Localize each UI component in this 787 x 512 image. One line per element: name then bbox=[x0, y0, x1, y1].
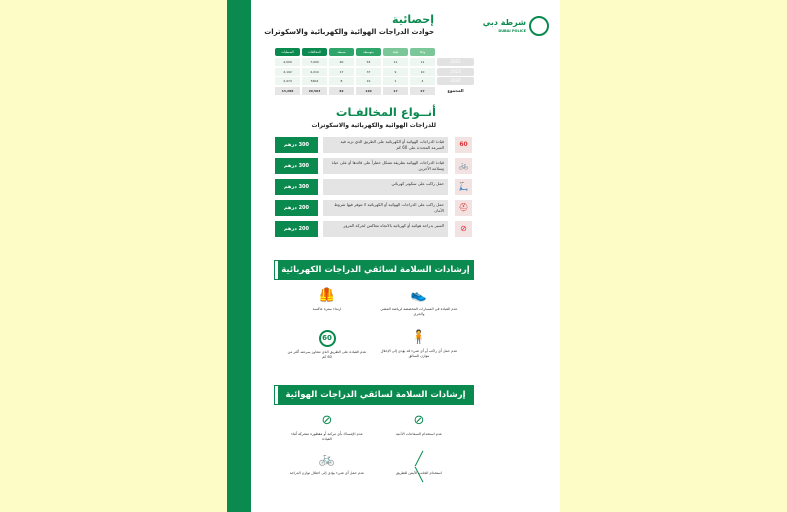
table-cell: 4 bbox=[410, 77, 435, 85]
speed-60-icon: 60 bbox=[319, 330, 336, 347]
walking-path-icon: 👟 bbox=[410, 288, 428, 303]
table-cell: 37 bbox=[356, 68, 381, 76]
no-holding-icon: ⊘ bbox=[321, 413, 333, 428]
green-stripe bbox=[227, 0, 251, 512]
speed-60-icon: 60 bbox=[455, 137, 472, 153]
poster bbox=[227, 0, 560, 512]
fine-amount: 300 درهم bbox=[275, 137, 318, 153]
logo-arabic: شرطة دبي bbox=[482, 18, 526, 27]
safety-tip bbox=[379, 452, 459, 483]
table-cell: 29,563 bbox=[302, 87, 327, 95]
right-lane-icon: ╱ ╲ bbox=[415, 452, 423, 483]
table-cell: 63 bbox=[356, 58, 381, 66]
fine-amount: 300 درهم bbox=[275, 179, 318, 195]
bicycle-safety-header: إرشادات السلامة لسائقي الدراجات الهوائية bbox=[275, 386, 473, 404]
electric-safety-header: إرشادات السلامة لسائقي الدراجات الكهربائية bbox=[275, 261, 473, 279]
table-header-cell: متوسطة bbox=[356, 48, 381, 56]
safety-tip-text: عدم حمل أي شيء يؤدي إلى اختلال توازن الدراجة bbox=[289, 471, 365, 475]
safety-tip-text: ارتداء سترة عاكسة bbox=[312, 307, 342, 311]
table-year-label: المجموع bbox=[447, 87, 464, 93]
table-cell: 1 bbox=[383, 77, 408, 85]
safety-tip bbox=[379, 413, 459, 437]
safety-tip-text: عدم استخدام السماعات الأذنية bbox=[396, 432, 442, 436]
table-cell: 13,288 bbox=[275, 87, 300, 95]
table-cell: 27 bbox=[410, 87, 435, 95]
reflective-vest-icon: 🦺 bbox=[318, 288, 336, 303]
fine-amount: 300 درهم bbox=[275, 158, 318, 174]
table-header-cell: بليغة bbox=[383, 48, 408, 56]
table-year-label: 2022 bbox=[437, 58, 474, 66]
safety-tip bbox=[379, 288, 459, 316]
bicycle-danger-icon: 🚲 bbox=[455, 158, 472, 174]
table-year-label: 2023 bbox=[437, 68, 474, 76]
table-cell: 17 bbox=[383, 87, 408, 95]
fine-amount: 200 درهم bbox=[275, 200, 318, 216]
table-cell: 8 bbox=[329, 77, 354, 85]
table-cell: 10 bbox=[410, 68, 435, 76]
table-cell: 4,210 bbox=[302, 68, 327, 76]
table-cell: 4,102 bbox=[275, 68, 300, 76]
table-cell: 120 bbox=[356, 87, 381, 95]
safety-tip-text: عدم القيادة على الطريق الذي تتجاوز سرعته أكثر من 60 كم bbox=[287, 350, 367, 359]
table-header-cell: الضبطيات bbox=[275, 48, 300, 56]
safety-tip-text: عدم حمل أي راكب أو أي شيء قد يؤدي إلى الإخلال بتوازن السائق bbox=[380, 349, 458, 358]
table-cell: 11 bbox=[383, 58, 408, 66]
safety-tip bbox=[287, 413, 367, 441]
stats-subtitle: حوادث الدراجات الهوائية والكهربائية والاسكوترات bbox=[264, 28, 434, 36]
violation-text: حمل راكب على سكوتر كهربائي bbox=[323, 179, 448, 195]
table-cell: 17 bbox=[329, 68, 354, 76]
violations-subtitle: للدراجات الهوائية والكهربائية والاسكوترات bbox=[311, 122, 436, 129]
no-headphones-icon: ⊘ bbox=[413, 413, 425, 428]
bicycle-balance-icon: 🚲 bbox=[318, 452, 336, 467]
table-cell: 7,000 bbox=[302, 58, 327, 66]
safety-tip bbox=[379, 330, 459, 358]
safety-tip-text: عدم القيادة في المسارات المخصصة لرياضة المشي والجري bbox=[380, 307, 458, 316]
no-entry-icon: ⊘ bbox=[455, 221, 472, 237]
table-year-label: 2024 bbox=[437, 77, 474, 85]
violation-text: قيادة الدراجات الهوائية أو الكهربائية على الطريق الذي تزيد فيه السرعة المحددة على 60 كم bbox=[323, 137, 448, 153]
safety-tip-text: عدم الإمساك بأي مركبة أو مقطورة متحركة أثناء القيادة bbox=[291, 432, 363, 441]
violation-text: قيادة الدراجات الهوائية بطريقة تشكل خطراً على قائدها أو على حياة وسلامة الآخرين bbox=[323, 158, 448, 174]
dubai-police-logo bbox=[482, 16, 549, 38]
helmet-icon: ⛑ bbox=[455, 200, 472, 216]
table-header-cell: المخالفات bbox=[302, 48, 327, 56]
scooter-passenger-icon: 🛴 bbox=[455, 179, 472, 195]
logo-english: DUBAI POLICE bbox=[498, 29, 526, 33]
logo-emblem-icon bbox=[529, 16, 549, 36]
table-header-cell: بسيطة bbox=[329, 48, 354, 56]
violation-text: حمل راكب على الدراجات الهوائية أو الكهربائية لا تتوفر فيها شروط الأمان bbox=[323, 200, 448, 216]
safety-tip bbox=[287, 452, 367, 476]
table-cell: 4,474 bbox=[275, 77, 300, 85]
stats-table bbox=[275, 48, 475, 94]
stats-title: إحصائية bbox=[392, 13, 434, 26]
table-cell: 82 bbox=[329, 87, 354, 95]
table-cell: 60 bbox=[329, 58, 354, 66]
table-header-cell: وفاة bbox=[410, 48, 435, 56]
violations-title: أنــواع المخالفـات bbox=[335, 105, 436, 119]
table-cell: 11 bbox=[410, 58, 435, 66]
table-cell: 5604 bbox=[302, 77, 327, 85]
safety-tip bbox=[287, 330, 367, 359]
passenger-icon: 🧍 bbox=[410, 330, 428, 345]
fine-amount: 200 درهم bbox=[275, 221, 318, 237]
violation-text: السير بدراجة هوائية أو كهربائية بالاتجاه معاكس لحركة المرور bbox=[323, 221, 448, 237]
table-cell: 4,000 bbox=[275, 58, 300, 66]
safety-tip-text: استخدام الجانب الأيمن للطريق bbox=[395, 471, 443, 475]
table-cell: 9 bbox=[383, 68, 408, 76]
safety-tip bbox=[287, 288, 367, 312]
table-cell: 19 bbox=[356, 77, 381, 85]
